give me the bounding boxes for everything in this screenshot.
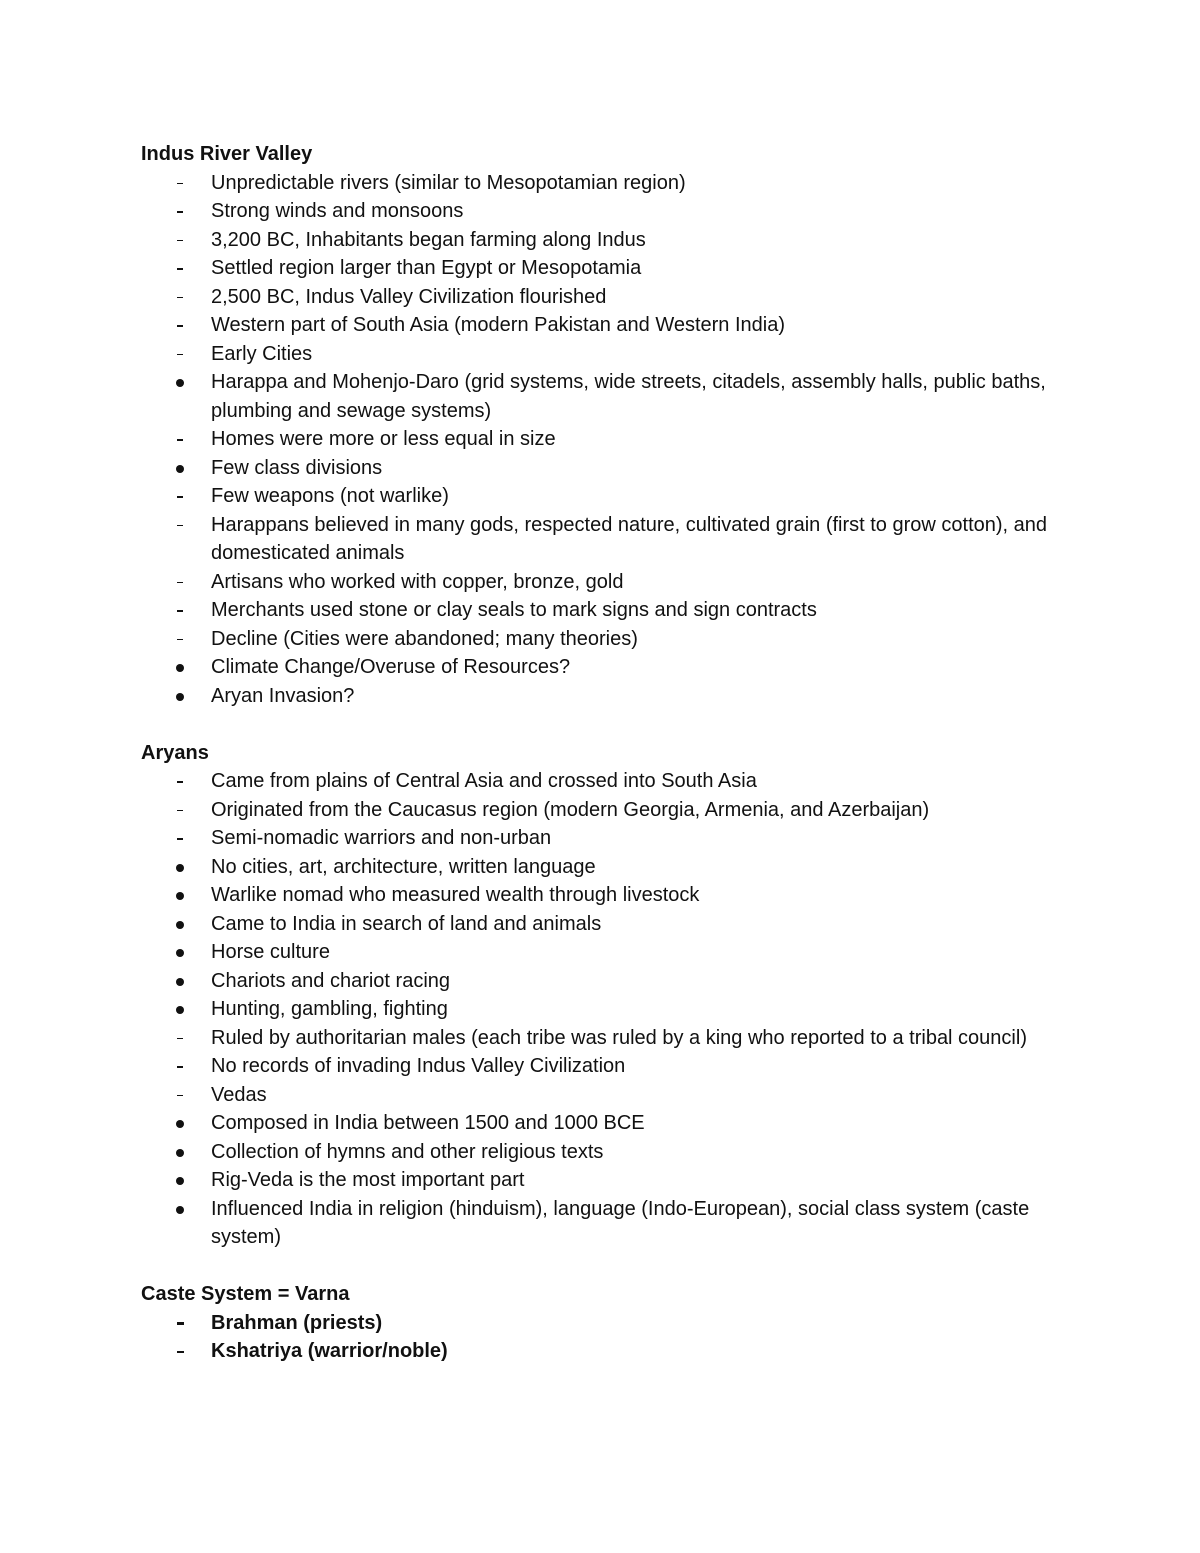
- list-item-text: Influenced India in religion (hinduism), language (Indo-European), social class system (caste system): [211, 1197, 1030, 1248]
- bullet-list: [141, 1309, 1061, 1366]
- list-item-text: Rig-Veda is the most important part: [211, 1169, 525, 1191]
- list-item: [141, 853, 1061, 882]
- list-item-text: Warlike nomad who measured wealth through livestock: [211, 884, 700, 906]
- list-item: [141, 425, 1061, 454]
- section-indus-river-valley: [141, 140, 1061, 710]
- dash-marker: [175, 311, 189, 340]
- list-item: [141, 881, 1061, 910]
- list-item-text: 2,500 BC, Indus Valley Civilization flourished: [211, 285, 607, 308]
- dash-marker: [175, 1337, 189, 1366]
- bullet-marker: [175, 368, 189, 397]
- bullet-marker: [175, 853, 189, 882]
- list-item: [141, 596, 1061, 625]
- list-item-text: No cities, art, architecture, written language: [211, 855, 596, 878]
- bullet-list: [141, 767, 1061, 1252]
- section-heading: Caste System = Varna: [141, 1283, 350, 1305]
- dash-marker: [175, 425, 189, 454]
- bullet-marker: [175, 910, 189, 939]
- list-item-text: Composed in India between 1500 and 1000 BCE: [211, 1112, 645, 1134]
- bullet-marker: [175, 1138, 189, 1167]
- list-item-text: Artisans who worked with copper, bronze, gold: [211, 570, 624, 593]
- list-item: [141, 482, 1061, 511]
- dash-marker: [175, 1024, 189, 1053]
- list-item: [141, 568, 1061, 597]
- list-item: [141, 1166, 1061, 1195]
- list-item: [141, 625, 1061, 654]
- bullet-marker: [175, 938, 189, 967]
- list-item: [141, 283, 1061, 312]
- list-item-text: Collection of hymns and other religious texts: [211, 1140, 604, 1163]
- dash-marker: [175, 283, 189, 312]
- bullet-marker: [175, 967, 189, 996]
- bullet-marker: [175, 1109, 189, 1138]
- list-item-text: Climate Change/Overuse of Resources?: [211, 656, 571, 678]
- list-item-text: Vedas: [211, 1083, 267, 1106]
- document-page: [141, 140, 1061, 1366]
- section-heading: Aryans: [141, 741, 209, 764]
- list-item: [141, 1109, 1061, 1138]
- dash-marker: [175, 568, 189, 597]
- dash-marker: [175, 1309, 189, 1338]
- list-item-text: Settled region larger than Egypt or Mesopotamia: [211, 257, 642, 279]
- list-item-text: Semi-nomadic warriors and non-urban: [211, 827, 552, 849]
- list-item: [141, 796, 1061, 825]
- list-item: [141, 1081, 1061, 1110]
- dash-marker: [175, 1052, 189, 1081]
- list-item-text: Western part of South Asia (modern Pakistan and Western India): [211, 314, 786, 336]
- list-item-text: Kshatriya (warrior/noble): [211, 1340, 448, 1362]
- list-item: [141, 197, 1061, 226]
- dash-marker: [175, 625, 189, 654]
- list-item-text: Unpredictable rivers (similar to Mesopotamian region): [211, 171, 686, 194]
- list-item: [141, 967, 1061, 996]
- list-item-text: Few class divisions: [211, 456, 383, 479]
- bullet-marker: [175, 881, 189, 910]
- dash-marker: [175, 226, 189, 255]
- list-item: [141, 682, 1061, 711]
- list-item-text: Merchants used stone or clay seals to mark signs and sign contracts: [211, 599, 817, 621]
- list-item-text: Originated from the Caucasus region (modern Georgia, Armenia, and Azerbaijan): [211, 798, 930, 821]
- dash-marker: [175, 340, 189, 369]
- list-item: [141, 995, 1061, 1024]
- list-item-text: 3,200 BC, Inhabitants began farming along Indus: [211, 228, 646, 251]
- list-item: [141, 169, 1061, 198]
- list-item: [141, 938, 1061, 967]
- dash-marker: [175, 254, 189, 283]
- section-aryans: [141, 739, 1061, 1252]
- list-item-text: Came to India in search of land and animals: [211, 912, 602, 935]
- dash-marker: [175, 197, 189, 226]
- bullet-marker: [175, 653, 189, 682]
- list-item-text: Ruled by authoritarian males (each tribe was ruled by a king who reported to a tribal council): [211, 1026, 1027, 1049]
- section-heading: Indus River Valley: [141, 143, 313, 165]
- dash-marker: [175, 511, 189, 540]
- list-item: [141, 340, 1061, 369]
- dash-marker: [175, 169, 189, 198]
- bullet-marker: [175, 995, 189, 1024]
- list-item: [141, 1337, 1061, 1366]
- list-item: [141, 1195, 1061, 1252]
- dash-marker: [175, 482, 189, 511]
- list-item-text: Aryan Invasion?: [211, 684, 355, 707]
- list-item: [141, 767, 1061, 796]
- list-item: [141, 454, 1061, 483]
- list-item: [141, 311, 1061, 340]
- bullet-marker: [175, 1166, 189, 1195]
- list-item-text: Horse culture: [211, 941, 330, 963]
- dash-marker: [175, 796, 189, 825]
- list-item: [141, 1052, 1061, 1081]
- bullet-marker: [175, 454, 189, 483]
- list-item-text: Brahman (priests): [211, 1311, 383, 1334]
- list-item-text: Homes were more or less equal in size: [211, 428, 556, 450]
- section-caste-system: [141, 1280, 1061, 1366]
- list-item-text: Chariots and chariot racing: [211, 969, 451, 992]
- list-item-text: Hunting, gambling, fighting: [211, 998, 448, 1020]
- list-item: [141, 1309, 1061, 1338]
- list-item: [141, 254, 1061, 283]
- list-item: [141, 824, 1061, 853]
- dash-marker: [175, 767, 189, 796]
- bullet-list: [141, 169, 1061, 711]
- list-item: [141, 1138, 1061, 1167]
- list-item: [141, 511, 1061, 568]
- dash-marker: [175, 1081, 189, 1110]
- list-item: [141, 368, 1061, 425]
- bullet-marker: [175, 682, 189, 711]
- list-item: [141, 226, 1061, 255]
- list-item: [141, 910, 1061, 939]
- list-item-text: No records of invading Indus Valley Civilization: [211, 1055, 626, 1077]
- dash-marker: [175, 596, 189, 625]
- list-item: [141, 653, 1061, 682]
- bullet-marker: [175, 1195, 189, 1224]
- list-item-text: Strong winds and monsoons: [211, 200, 464, 222]
- list-item-text: Early Cities: [211, 342, 313, 365]
- list-item: [141, 1024, 1061, 1053]
- list-item-text: Harappans believed in many gods, respected nature, cultivated grain (first to grow cotton), and domesticated animals: [211, 513, 1048, 564]
- list-item-text: Few weapons (not warlike): [211, 485, 449, 507]
- list-item-text: Harappa and Mohenjo-Daro (grid systems, wide streets, citadels, assembly halls, public baths, plumbing and sewage systems): [211, 371, 1046, 422]
- dash-marker: [175, 824, 189, 853]
- list-item-text: Decline (Cities were abandoned; many theories): [211, 627, 638, 650]
- list-item-text: Came from plains of Central Asia and crossed into South Asia: [211, 770, 757, 792]
